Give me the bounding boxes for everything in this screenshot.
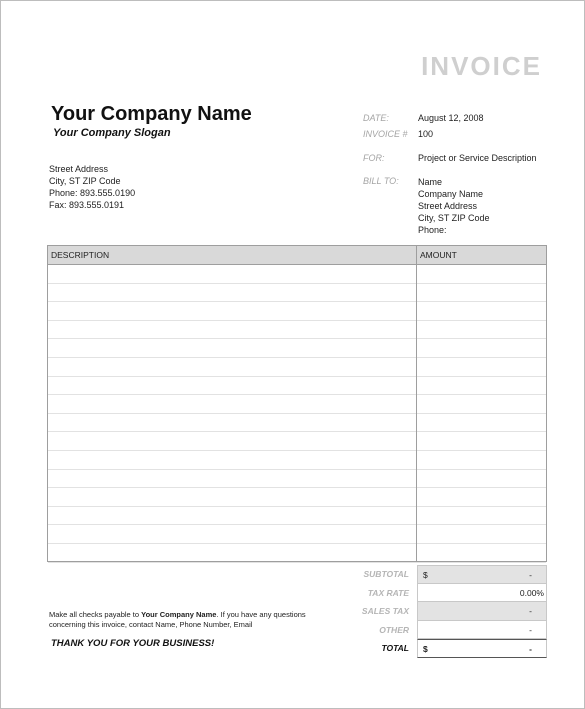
bill-to-street: Street Address <box>418 201 478 211</box>
bill-to-phone: Phone: <box>418 225 447 235</box>
address-line: City, ST ZIP Code <box>49 176 121 186</box>
invoice-number-label: INVOICE # <box>363 129 408 139</box>
table-row <box>48 432 546 451</box>
date-value: August 12, 2008 <box>418 113 484 123</box>
total-label: TOTAL <box>381 643 409 654</box>
bill-to-label: BILL TO: <box>363 176 399 186</box>
other-row <box>331 621 547 640</box>
column-divider <box>416 246 417 561</box>
payment-note <box>49 610 319 630</box>
total-currency: $ <box>423 644 428 655</box>
table-row <box>48 321 546 340</box>
subtotal-label: SUBTOTAL <box>363 569 409 579</box>
table-row <box>48 414 546 433</box>
table-header <box>48 246 546 265</box>
table-row <box>48 358 546 377</box>
table-row <box>48 525 546 544</box>
table-row <box>48 265 546 284</box>
for-label: FOR: <box>363 153 385 163</box>
bill-to-block <box>418 176 490 236</box>
sales-tax-label: SALES TAX <box>361 606 409 617</box>
table-row <box>48 302 546 321</box>
other-label: OTHER <box>379 624 409 635</box>
line-items-table <box>47 245 547 562</box>
invoice-number-value: 100 <box>418 129 434 139</box>
tax-rate-row <box>331 584 547 603</box>
sales-tax-box <box>417 602 547 621</box>
company-address <box>49 163 135 211</box>
company-slogan: Your Company Slogan <box>53 127 171 139</box>
company-name: Your Company Name <box>51 103 252 125</box>
sales-tax-row <box>331 602 547 621</box>
table-row <box>48 544 546 563</box>
thank-you-message: THANK YOU FOR YOUR BUSINESS! <box>51 638 215 649</box>
subtotal-currency: $ <box>423 570 428 580</box>
subtotal-value: - <box>529 570 532 580</box>
other-value: - <box>529 624 532 635</box>
table-row <box>48 470 546 489</box>
bill-to-name: Name <box>418 177 443 187</box>
payment-note-company: Your Company Name <box>141 610 217 619</box>
table-row <box>48 507 546 526</box>
sales-tax-value: - <box>529 606 532 617</box>
invoice-title: INVOICE <box>421 51 542 81</box>
table-row <box>48 339 546 358</box>
bill-to-company: Company Name <box>418 189 484 199</box>
amount-header: AMOUNT <box>420 250 457 260</box>
table-row <box>48 395 546 414</box>
address-line: Street Address <box>49 164 109 174</box>
subtotal-box <box>417 565 547 584</box>
table-row <box>48 451 546 470</box>
payment-note-prefix: Make all checks payable to <box>49 610 142 619</box>
tax-rate-box <box>417 584 547 603</box>
date-label: DATE: <box>363 113 389 123</box>
subtotal-row <box>331 565 547 584</box>
tax-rate-label: TAX RATE <box>367 587 409 598</box>
total-row <box>331 639 547 658</box>
table-row <box>48 488 546 507</box>
tax-rate-value: 0.00% <box>519 587 544 598</box>
payment-note-suffix: . If you have any questions concerning this invoice, contact Name, Phone Number, Email <box>49 610 306 629</box>
other-box <box>417 621 547 640</box>
fax-line: Fax: 893.555.0191 <box>49 200 125 210</box>
description-header: DESCRIPTION <box>51 250 110 260</box>
total-box <box>417 639 547 658</box>
for-value: Project or Service Description <box>418 153 537 163</box>
totals-block <box>331 565 547 658</box>
total-value: - <box>529 644 532 655</box>
table-rows <box>48 265 546 563</box>
table-row <box>48 377 546 396</box>
bill-to-city: City, ST ZIP Code <box>418 213 490 223</box>
table-row <box>48 284 546 303</box>
phone-line: Phone: 893.555.0190 <box>49 188 136 198</box>
